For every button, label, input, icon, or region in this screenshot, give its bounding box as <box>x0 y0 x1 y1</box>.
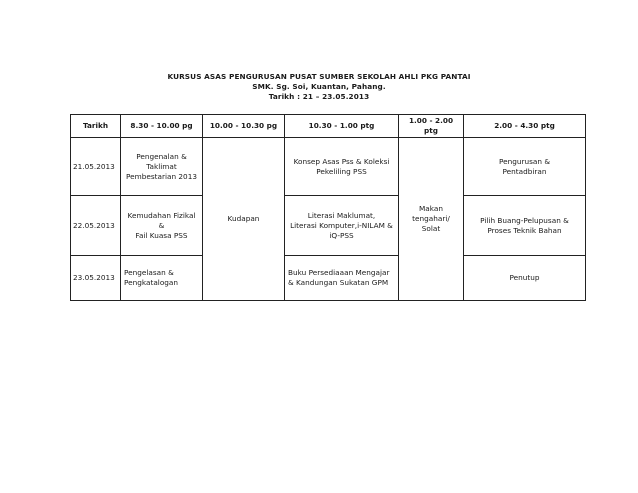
schedule-table <box>70 114 586 301</box>
table-header-row <box>71 115 586 138</box>
session-1-cell: Pengelasan & Pengkatalogan <box>121 256 203 301</box>
column-header-session-4: 1.00 - 2.00 ptg <box>399 115 464 138</box>
session-3-cell: Buku Persediaaan Mengajar & Kandungan Sukatan GPM <box>285 256 399 301</box>
school-name: SMK. Sg. Soi, Kuantan, Pahang. <box>252 82 386 91</box>
lunch-break-cell: Makan tengahari/ Solat <box>399 138 464 301</box>
session-1-cell: Kemudahan Fizikal & Fail Kuasa PSS <box>121 196 203 256</box>
column-header-session-2: 10.00 - 10.30 pg <box>203 115 285 138</box>
session-5-cell: Pilih Buang-Pelupusan & Proses Teknik Bahan <box>464 196 586 256</box>
session-5-cell: Pengurusan & Pentadbiran <box>464 138 586 196</box>
row-date: 22.05.2013 <box>71 196 121 256</box>
session-1-cell: Pengenalan & Taklimat Pembestarian 2013 <box>121 138 203 196</box>
row-date: 21.05.2013 <box>71 138 121 196</box>
document-header <box>0 72 638 102</box>
column-header-session-1: 8.30 - 10.00 pg <box>121 115 203 138</box>
column-header-session-5: 2.00 - 4.30 ptg <box>464 115 586 138</box>
tea-break-cell: Kudapan <box>203 138 285 301</box>
table-row <box>71 256 586 301</box>
session-3-cell: Konsep Asas Pss & Koleksi Pekeliling PSS <box>285 138 399 196</box>
column-header-session-3: 10.30 - 1.00 ptg <box>285 115 399 138</box>
table-row <box>71 196 586 256</box>
table-row <box>71 138 586 196</box>
course-title: KURSUS ASAS PENGURUSAN PUSAT SUMBER SEKOLAH AHLI PKG PANTAI <box>167 72 471 81</box>
row-date: 23.05.2013 <box>71 256 121 301</box>
session-5-cell: Penutup <box>464 256 586 301</box>
session-3-cell: Literasi Maklumat, Literasi Komputer,i-NILAM & iQ-PSS <box>285 196 399 256</box>
date-range: Tarikh : 21 – 23.05.2013 <box>268 92 370 101</box>
column-header-date: Tarikh <box>71 115 121 138</box>
